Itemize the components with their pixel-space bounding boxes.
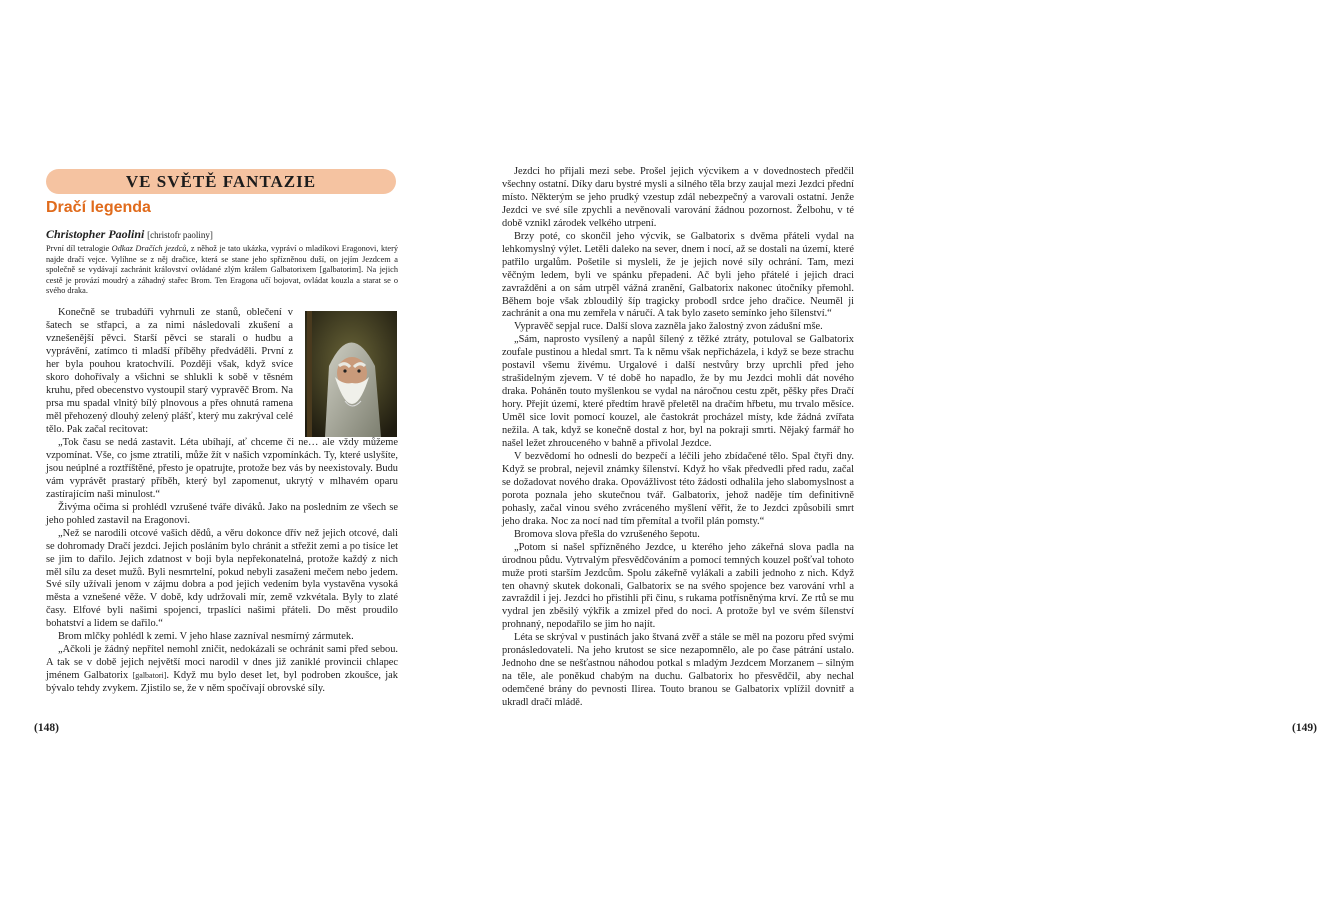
section-banner [46, 169, 396, 194]
paragraph: V bezvědomí ho odnesli do bezpečí a léčili jeho zbídačené tělo. Spal čtyři dny. Když se probral, nejevil známky šílenství. Když ho však předvedli před radu, začal se dožadovat nového draka. Opovážlivost této žádosti odhalila jeho slabomyslnost a porota poznala jeho skutečnou tvář. Galbatorix, jehož naděje tím definitivně pohasly, začal vinou svého zvráceného myšlení věřit, že to Jezdci způsobili smrt jeho draka. Noc za nocí nad tím přemítal a tvořil plán pomsty.“ [502, 450, 854, 527]
paragraph-part: . Když mu bylo deset let, byl podroben zkoušce, jak bývalo tehdy zvykem. Zjistilo se, že v něm spočívají obrovské síly. [46, 670, 398, 695]
story-continued [46, 437, 398, 696]
paragraph: Jezdci ho přijali mezi sebe. Prošel jejich výcvikem a v dovednostech předčil všechny ostatní. Díky daru bystré mysli a silného těla brzy zaujal mezi Jezdci přední místo. Některým se jeho prudký vzestup zdál nebezpečný a varovali ostatní. Jenže Jezdci ve své síle zpychli a nevěnovali varování žádnou pozornost. Želbohu, v té době vznikl zárodek velkého utrpení. [502, 166, 854, 229]
paragraph: Živýma očima si prohlédl vzrušené tváře diváků. Jako na posledním ze všech se jeho pohled zastavil na Eragonovi. [46, 501, 398, 526]
paragraph-part: „Ačkoli je žádný nepřítel nemohl zničit, nedokázali se ochránit sami před sebou. A tak se v době jejich největší moci narodil v dnes již zaniklé provincii chlapec jménem Galbatorix [46, 644, 398, 682]
paragraph: Léta se skrýval v pustinách jako štvaná zvěř a stále se měl na pozoru před svými pronásledovateli. Na jeho krutost se sice nezapomnělo, ale po čase pátrání ustalo. Jednoho dne se nešťastnou náhodou potkal s mladým Jezdcem Morzanem – silným na těle, ale poněkud chabým na duchu. Galbatorix ho přesvědčil, aby nechal odemčené brány do pevnosti Ilirea. Touto branou se Galbatorix vplížil dovnitř a ukradl dračí mládě. [502, 632, 854, 709]
paragraph: „Potom si našel spřízněného Jezdce, u kterého jeho zákeřná slova padla na úrodnou půdu. Vytrvalým přesvědčováním a pomocí temných kouzel pošťval tohoto muže proti starším Jezdcům. Spolu zákeřně vylákali a zabili jednoho z nich. Když ten ohavný skutek dokonali, Galbatorix se na svého spojence bez varování vrhl a zavraždil i jej. Jezdci ho přistihli při činu, s rukama potřísněnýma krví. Ze rtů se mu vydral jen zběsilý výkřik a zmizel před do noci. A protože byl ve svém šílenství prohnaný, nepodařilo se jim ho najít. [502, 541, 854, 631]
author-pronunciation: [christofr paoliny] [147, 230, 213, 240]
paragraph: Brzy poté, co skončil jeho výcvik, se Galbatorix s dvěma přáteli vydal na lehkomyslný výlet. Letěli daleko na sever, dnem i nocí, až se dostali na území, které patřilo urgalům. Pošetile si mysleli, že je jejich nové síly ochrání. Tam, mezi věčným ledem, byli ve spánku přepadeni. Ač byli jeho přátelé i jejich draci zavražděni a on sám utrpěl vážná zranění, Galbatorix nakonec útočníky přemohl. Během boje však zbloudilý šíp tragicky probodl srdce jeho dračice. Neuměl ji zachránit a ona mu zemřela v náručí. A tak bylo zaseto semínko jeho šílenství.“ [502, 230, 854, 320]
author-name: Christopher Paolini [46, 227, 145, 241]
author-line [46, 227, 400, 242]
left-page [0, 0, 450, 900]
intro-post: , z něhož je tato ukázka, vypráví o mladíkovi Eragonovi, který najde dračí vejce. Vylíhne se z něj dračice, která se stane jeho spřízněnou duší, on jejím Jezdcem a společně se vydávají zachránit království ovládané zlým králem Galbatorixem [galbatorim]. Na jejich cestě je provází moudrý a záhadný stařec Brom. Ten Eragona učí bojovat, ovládat kouzla a starat se o svého draka. [46, 244, 398, 296]
paragraph: Konečně se trubadúři vyhrnuli ze stanů, oblečení v šatech se střapci, a za nimi následovali zkušení a vznešenější pěvci. Starší pěvci se starali o hudbu a vyprávění, zatímco ti mladší příběhy předváděli. První z her byla pouhou kratochvílí. Později však, když svíce skoro dohořívaly a všichni se shlukli k sobě v těsném kruhu, před obecenstvo vystoupil starý vypravěč Brom. Na prsa mu spadal vlnitý bílý plnovous a přes ohnutá ramena měl přehozený dlouhý zelený plášť, který mu zakrýval celé tělo. Pak začal recitovat: [46, 307, 293, 435]
story-opening [46, 307, 293, 437]
intro-text [46, 244, 398, 297]
paragraph: „Tok času se nedá zastavit. Léta ubíhají, ať chceme či ne… ale vždy můžeme vzpomínat. Vše, co jsme ztratili, může žít v našich vzpomínkách. Ty, které uslyšíte, jsou neúplné a roztříštěné, přesto je opatrujte, protože bez vás by neexistovaly. Budu vám vyprávět prastarý příběh, který byl zapomenut, ukrytý v mlhavém oparu zastírajícím naši minulost.“ [46, 437, 398, 500]
intro-book-title: Odkaz Dračích jezdců [111, 244, 187, 253]
chapter-subtitle: Dračí legenda [46, 199, 151, 216]
story-right-column [502, 166, 854, 710]
paragraph: Bromova slova přešla do vzrušeného šepotu. [514, 528, 700, 540]
section-banner-title: VE SVĚTĚ FANTAZIE [125, 172, 317, 191]
paragraph: „Než se narodili otcové vašich dědů, a věru dokonce dřív než jejich otcové, dali se dohromady Dračí jezdci. Jejich posláním bylo chránit a střežit zemi a po tisíce let se jim to dařilo. Jejich zdatnost v boji byla nepřekonatelná, protože každý z nich měl sílu za deset mužů. Byli nesmrtelní, pokud nebyli zasaženi mečem nebo jedem. Své síly užívali jenom v zájmu dobra a pod jejich vedením byla vystavěna vysoká města a vznešené věže. V době, kdy udržovali mír, země vzkvétala. Byly to zlaté časy. Elfové byli našimi spojenci, trpaslíci našimi přáteli. Do měst proudilo bohatství a lidem se dařilo.“ [46, 527, 398, 630]
pronunciation-note: [galbatori] [132, 671, 167, 681]
brom-illustration [305, 311, 397, 437]
intro-pre: První díl tetralogie [46, 244, 112, 253]
paragraph: Brom mlčky pohlédl k zemi. V jeho hlase zazníval nesmírný zármutek. [58, 631, 354, 643]
page-number: (148) [34, 722, 59, 734]
paragraph [46, 644, 398, 696]
paragraph: Vypravěč sepjal ruce. Další slova zazněla jako žalostný zvon zádušní mše. [514, 321, 823, 333]
page-number: (149) [1292, 722, 1317, 734]
paragraph: „Sám, naprosto vysílený a napůl šílený z těžké ztráty, potuloval se Galbatorix zoufale pustinou a hledal smrt. Ta k němu však nepřicházela, i když se beze strachu postavil všemu živému. Urgalové i další nestvůry brzy uprchli před jeho strašidelným zjevem. V té době ho napadlo, že by mu Jezdci mohli dát nového draka. Poháněn touto myšlenkou se vydal na náročnou cestu zpět, pěšky přes Dračí hory. Přejít území, které předtím hravě přeletěl na dračím hřbetu, mu trvalo měsíce. Uměl sice lovit pomocí kouzel, ale častokrát procházel místy, kde žádná zvířata nežila. A tak, když se konečně dostal z hor, byl na pokraji smrti. Nějaký farmář ho našel ležet zhrouceného v bahně a přivolal Jezdce. [502, 334, 854, 450]
